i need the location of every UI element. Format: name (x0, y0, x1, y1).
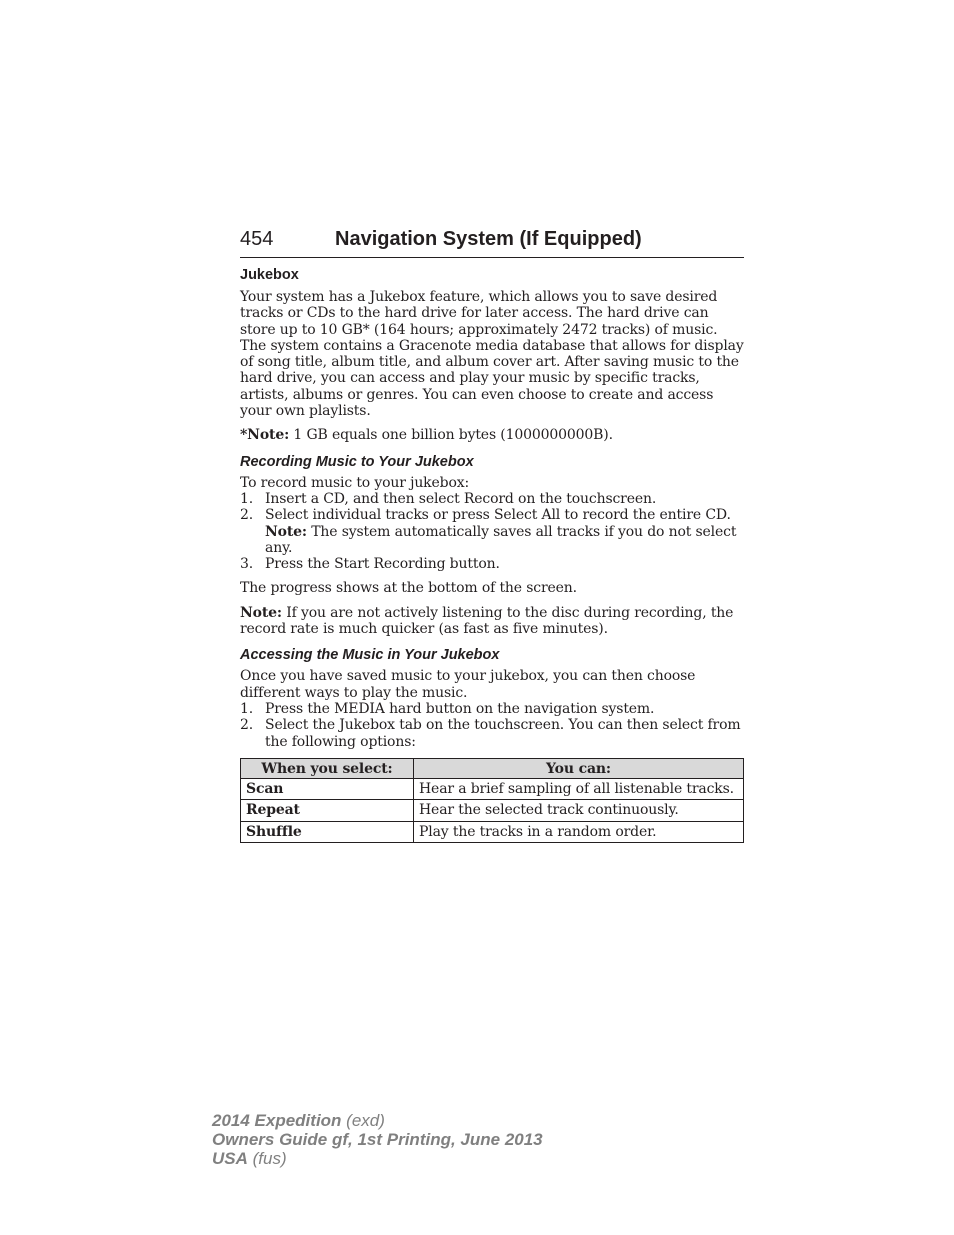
option-description: Play the tracks in a random order. (414, 821, 744, 842)
note-text: 1 GB equals one billion bytes (1000000000B). (289, 427, 613, 444)
list-item (240, 701, 744, 717)
step-number: 2. (240, 507, 254, 524)
option-term: Shuffle (241, 821, 414, 842)
option-description: Hear the selected track continuously. (414, 800, 744, 821)
jukebox-paragraph: Your system has a Jukebox feature, which allows you to save desired tracks or CDs to the hard drive for later access. The hard drive can store up to 10 GB* (164 hours; approximately 2472 tracks) of music. The system contains a Gracenote media database that allows for display of song title, album title, and album cover art. After saving music to the hard drive, you can access and play your music by specific tracks, artists, albums or genres. You can even choose to create and access your own playlists. (240, 289, 744, 420)
footer-region-code: (fus) (247, 1149, 287, 1168)
jukebox-heading: Jukebox (240, 267, 299, 283)
footer-line-3 (212, 1149, 543, 1168)
page-number: 454 (240, 228, 274, 250)
step-number: 2. (240, 717, 254, 734)
note-text: The system automatically saves all tracks if you do not select any. (265, 523, 737, 556)
note-label: Note: (265, 523, 307, 540)
step-text: Insert a CD, and then select Record on the touchscreen. (265, 490, 657, 507)
column-header: You can: (414, 758, 744, 778)
recording-heading: Recording Music to Your Jukebox (240, 453, 474, 470)
step-number: 3. (240, 556, 254, 573)
step-body (265, 507, 744, 556)
chapter-title: Navigation System (If Equipped) (335, 228, 642, 250)
jukebox-note (240, 427, 744, 443)
option-description: Hear a brief sampling of all listenable tracks. (414, 779, 744, 800)
step-text: Select individual tracks or press Select All to record the entire CD. (265, 507, 731, 524)
progress-text: The progress shows at the bottom of the screen. (240, 580, 577, 597)
footer-model: 2014 Expedition (212, 1111, 342, 1130)
accessing-intro: Once you have saved music to your jukebox, you can then choose different ways to play the music. (240, 668, 696, 701)
list-item (240, 507, 744, 556)
step-text: Select the Jukebox tab on the touchscreen. You can then select from the following options: (265, 717, 741, 750)
list-item (240, 491, 744, 507)
step-text: Press the MEDIA hard button on the navigation system. (265, 700, 655, 717)
page-header (240, 228, 744, 258)
accessing-heading: Accessing the Music in Your Jukebox (240, 647, 500, 664)
footer-region: USA (212, 1149, 248, 1168)
step-number: 1. (240, 490, 254, 507)
step-text: Press the Start Recording button. (265, 556, 500, 573)
recording-intro: To record music to your jukebox: (240, 474, 470, 491)
table-row (241, 821, 744, 842)
table-row (241, 800, 744, 821)
option-term: Repeat (241, 800, 414, 821)
footer-line-2 (212, 1130, 543, 1149)
table-row (241, 779, 744, 800)
footer-edition: Owners Guide gf, 1st Printing, June 2013 (212, 1130, 543, 1149)
footer-line-1 (212, 1111, 543, 1130)
step-number: 1. (240, 700, 254, 717)
option-term: Scan (241, 779, 414, 800)
table-header-row (241, 758, 744, 778)
accessing-steps (240, 701, 744, 750)
page-footer (212, 1111, 543, 1168)
recording-steps (240, 491, 744, 572)
note-label: *Note: (240, 427, 290, 444)
options-table (240, 758, 744, 843)
manual-page (240, 228, 744, 843)
list-item (240, 556, 744, 572)
note-label: Note: (240, 604, 282, 621)
list-item (240, 717, 744, 750)
note-text: If you are not actively listening to the disc during recording, the record rate is much quicker (as fast as five minutes). (240, 604, 734, 638)
column-header: When you select: (241, 758, 414, 778)
recording-note (240, 605, 744, 638)
footer-model-code: (exd) (341, 1111, 385, 1130)
